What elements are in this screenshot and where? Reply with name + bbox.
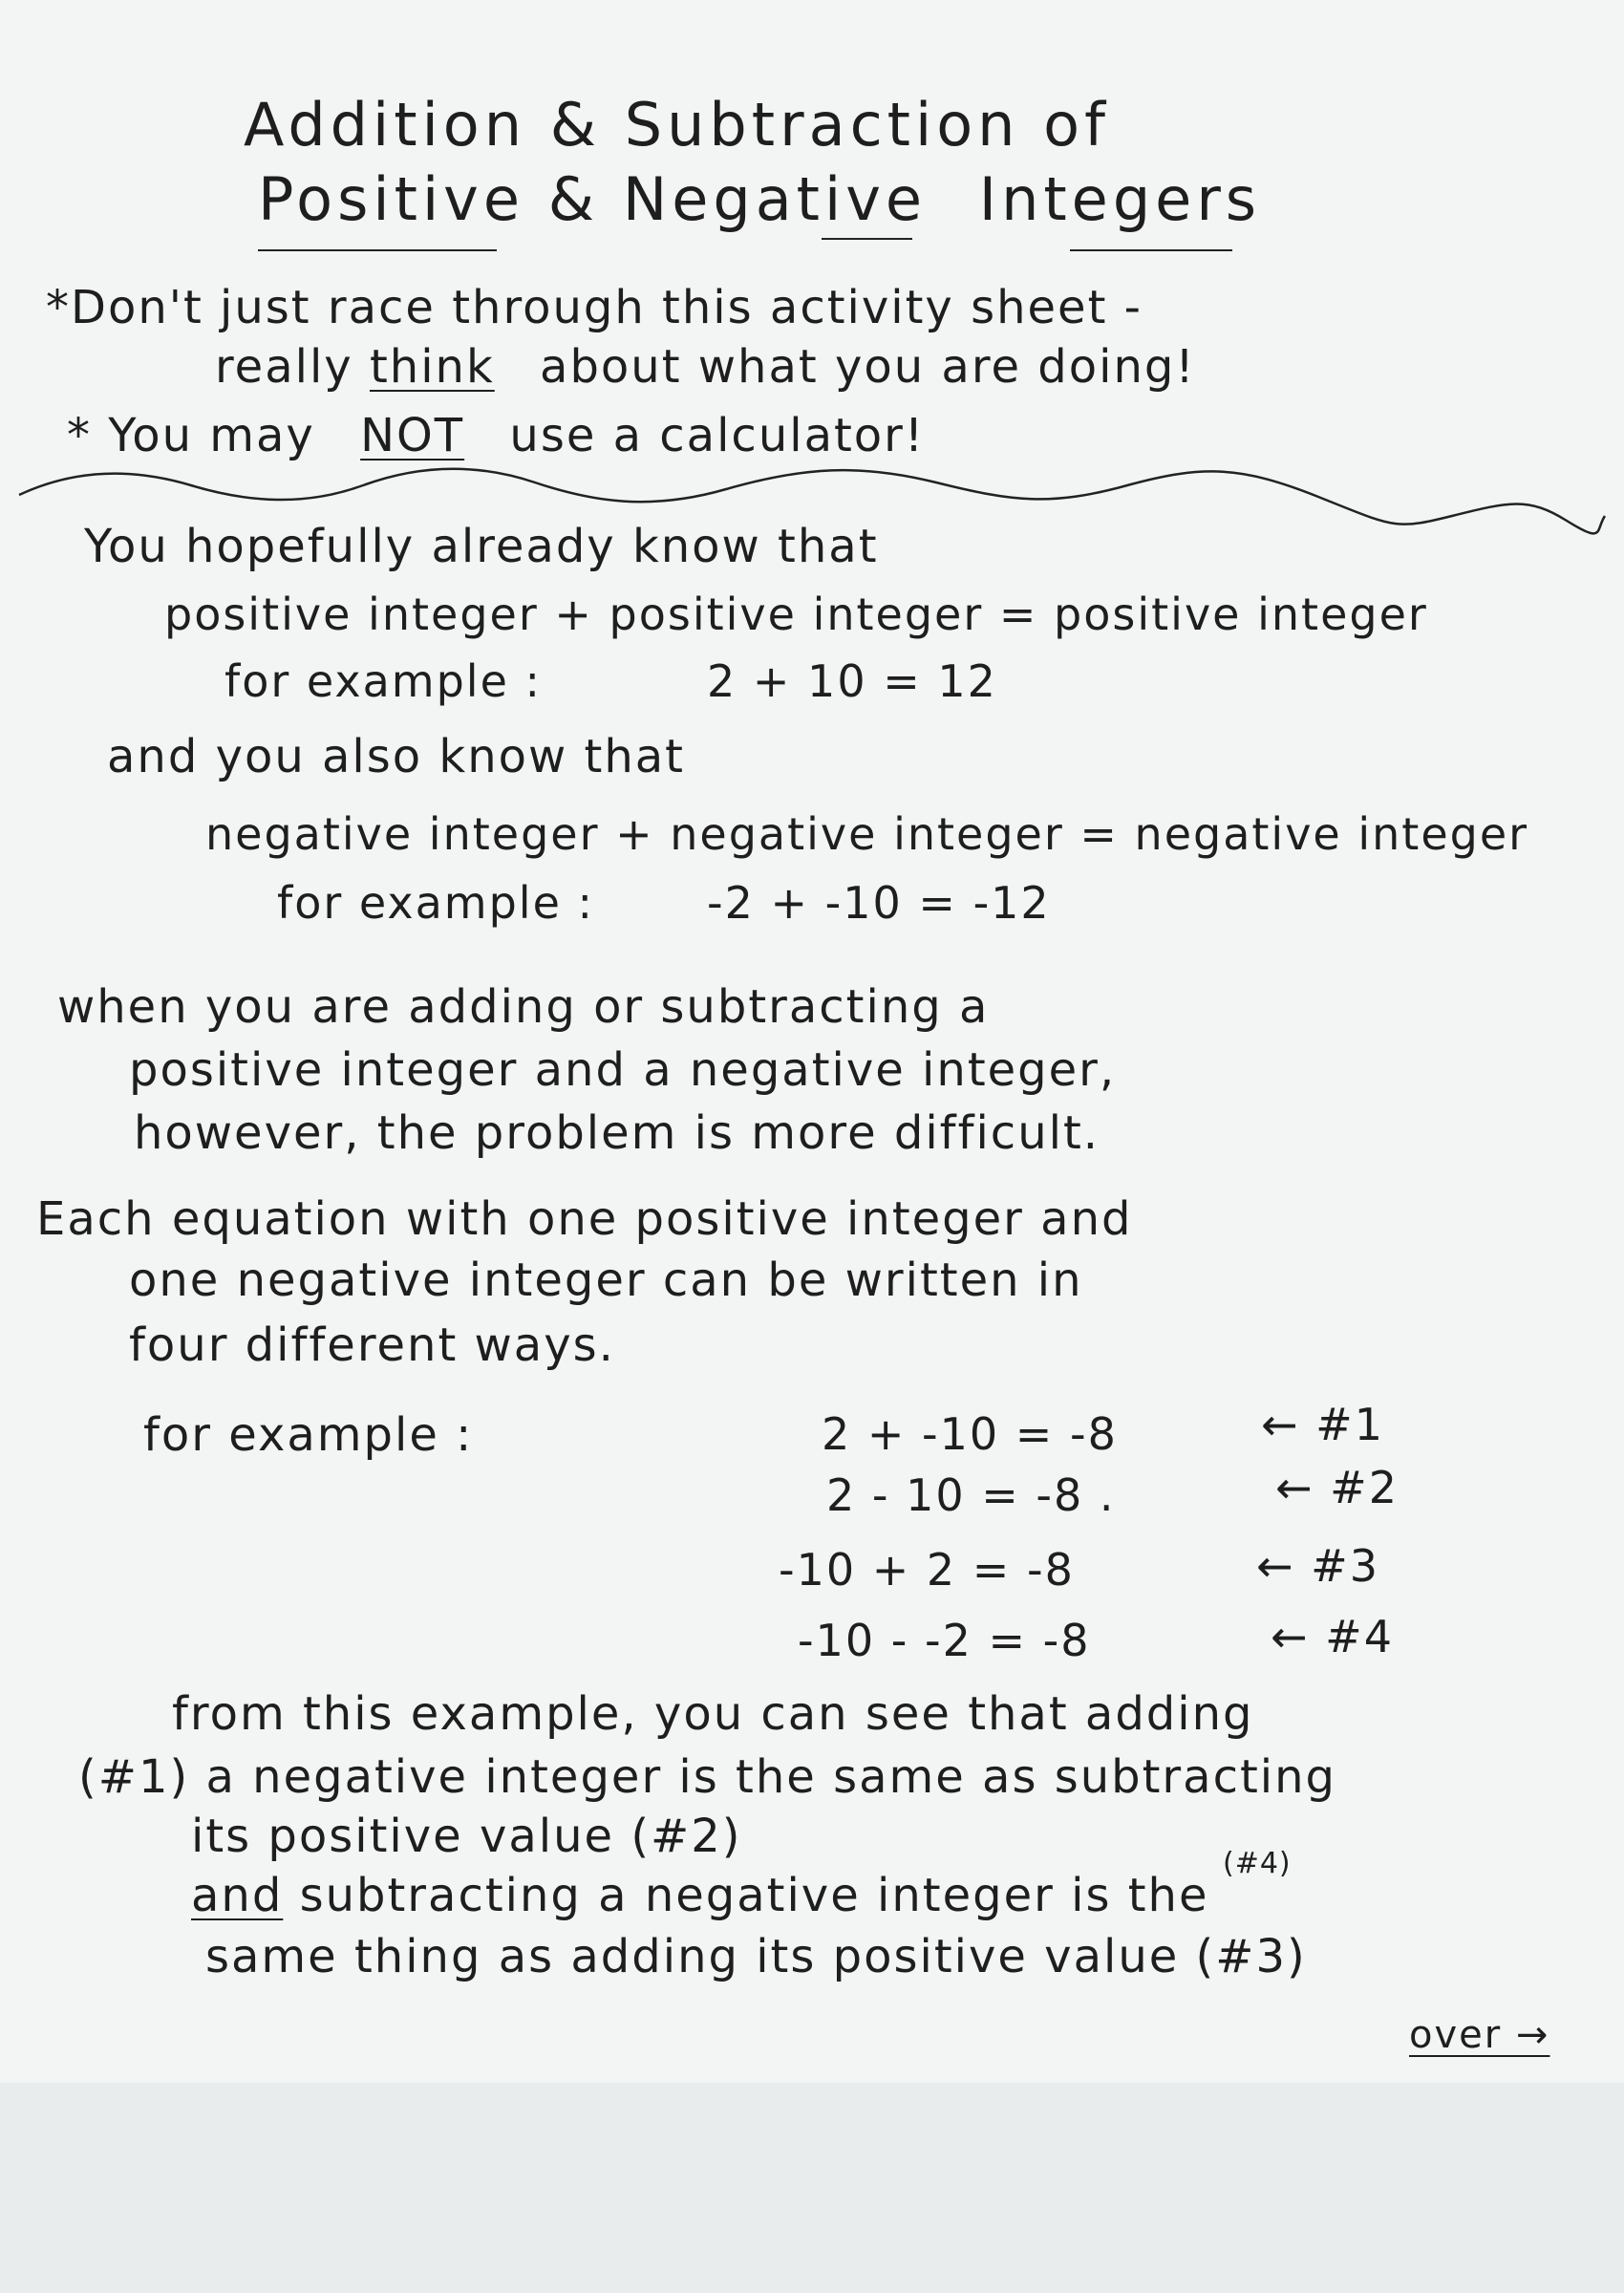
note-1-rest: about what you are doing!	[540, 340, 1196, 394]
body-p1-line-2: positive integer and a negative integer,	[129, 1043, 1117, 1097]
intro-rule-2: negative integer + negative integer = negative integer	[205, 808, 1529, 860]
example-eq-1: 2 + -10 = -8	[822, 1408, 1118, 1460]
intro-line-2: and you also know that	[107, 730, 685, 783]
note-2-you-may: You may	[108, 409, 315, 462]
body-p2-line-1: Each equation with one positive integer and	[36, 1192, 1133, 1246]
title-ampersand: &	[547, 164, 600, 234]
note-bullet-2: *	[67, 409, 92, 462]
scan-edge	[0, 2083, 1624, 2293]
note-bullet-1: *	[46, 281, 71, 334]
title-positive: Positive	[258, 164, 525, 234]
note-1-text: Don't just race through this activity sheet -	[71, 281, 1143, 334]
example-eq-2: 2 - 10 = -8 .	[826, 1469, 1116, 1521]
note-1-really: really	[215, 340, 353, 394]
conclusion-line-2: (#1) a negative integer is the same as subtracting	[78, 1750, 1337, 1804]
conclusion-sup-4: (#4)	[1223, 1847, 1292, 1880]
body-p2-line-3: four different ways.	[129, 1318, 615, 1372]
title-line-1: Addition & Subtraction of	[244, 90, 1110, 160]
conclusion-line-4	[191, 1869, 1209, 1922]
intro-example-2-label: for example :	[277, 877, 594, 929]
intro-example-1-label: for example :	[224, 655, 542, 707]
conclusion-line-3: its positive value (#2)	[191, 1810, 742, 1863]
intro-example-2: -2 + -10 = -12	[707, 877, 1051, 929]
conclusion-line-1: from this example, you can see that adding	[172, 1687, 1254, 1741]
intro-rule-1: positive integer + positive integer = positive integer	[164, 589, 1428, 640]
title-line-2	[258, 164, 1262, 234]
conclusion-line-5: same thing as adding its positive value (#3)	[205, 1930, 1307, 1983]
intro-example-1: 2 + 10 = 12	[707, 655, 997, 707]
body-p1-line-1: when you are adding or subtracting a	[57, 980, 990, 1034]
example-tag-2: ← #2	[1275, 1462, 1399, 1513]
note-2	[67, 409, 926, 462]
example-tag-1: ← #1	[1261, 1399, 1384, 1450]
example-eq-4: -10 - -2 = -8	[798, 1615, 1091, 1666]
body-p1-line-3: however, the problem is more difficult.	[134, 1106, 1100, 1160]
intro-line-1: You hopefully already know that	[84, 520, 879, 573]
example-tag-3: ← #3	[1256, 1540, 1379, 1592]
note-1-line-1	[46, 281, 1143, 334]
body-p2-line-2: one negative integer can be written in	[129, 1254, 1083, 1307]
conclusion-and: and	[191, 1869, 284, 1922]
conclusion-line-4-text: subtracting a negative integer is the	[299, 1869, 1209, 1922]
note-2-rest: use a calculator!	[509, 409, 926, 462]
examples-label: for example :	[143, 1408, 474, 1462]
note-1-line-2	[215, 340, 1196, 394]
title-integers: Integers	[978, 164, 1262, 234]
note-1-think: think	[369, 340, 495, 394]
example-tag-4: ← #4	[1271, 1611, 1394, 1662]
note-2-not: NOT	[360, 409, 465, 462]
title-negative: Negative	[622, 164, 928, 234]
over-link[interactable]: over →	[1409, 2013, 1550, 2057]
example-eq-3: -10 + 2 = -8	[779, 1544, 1075, 1596]
